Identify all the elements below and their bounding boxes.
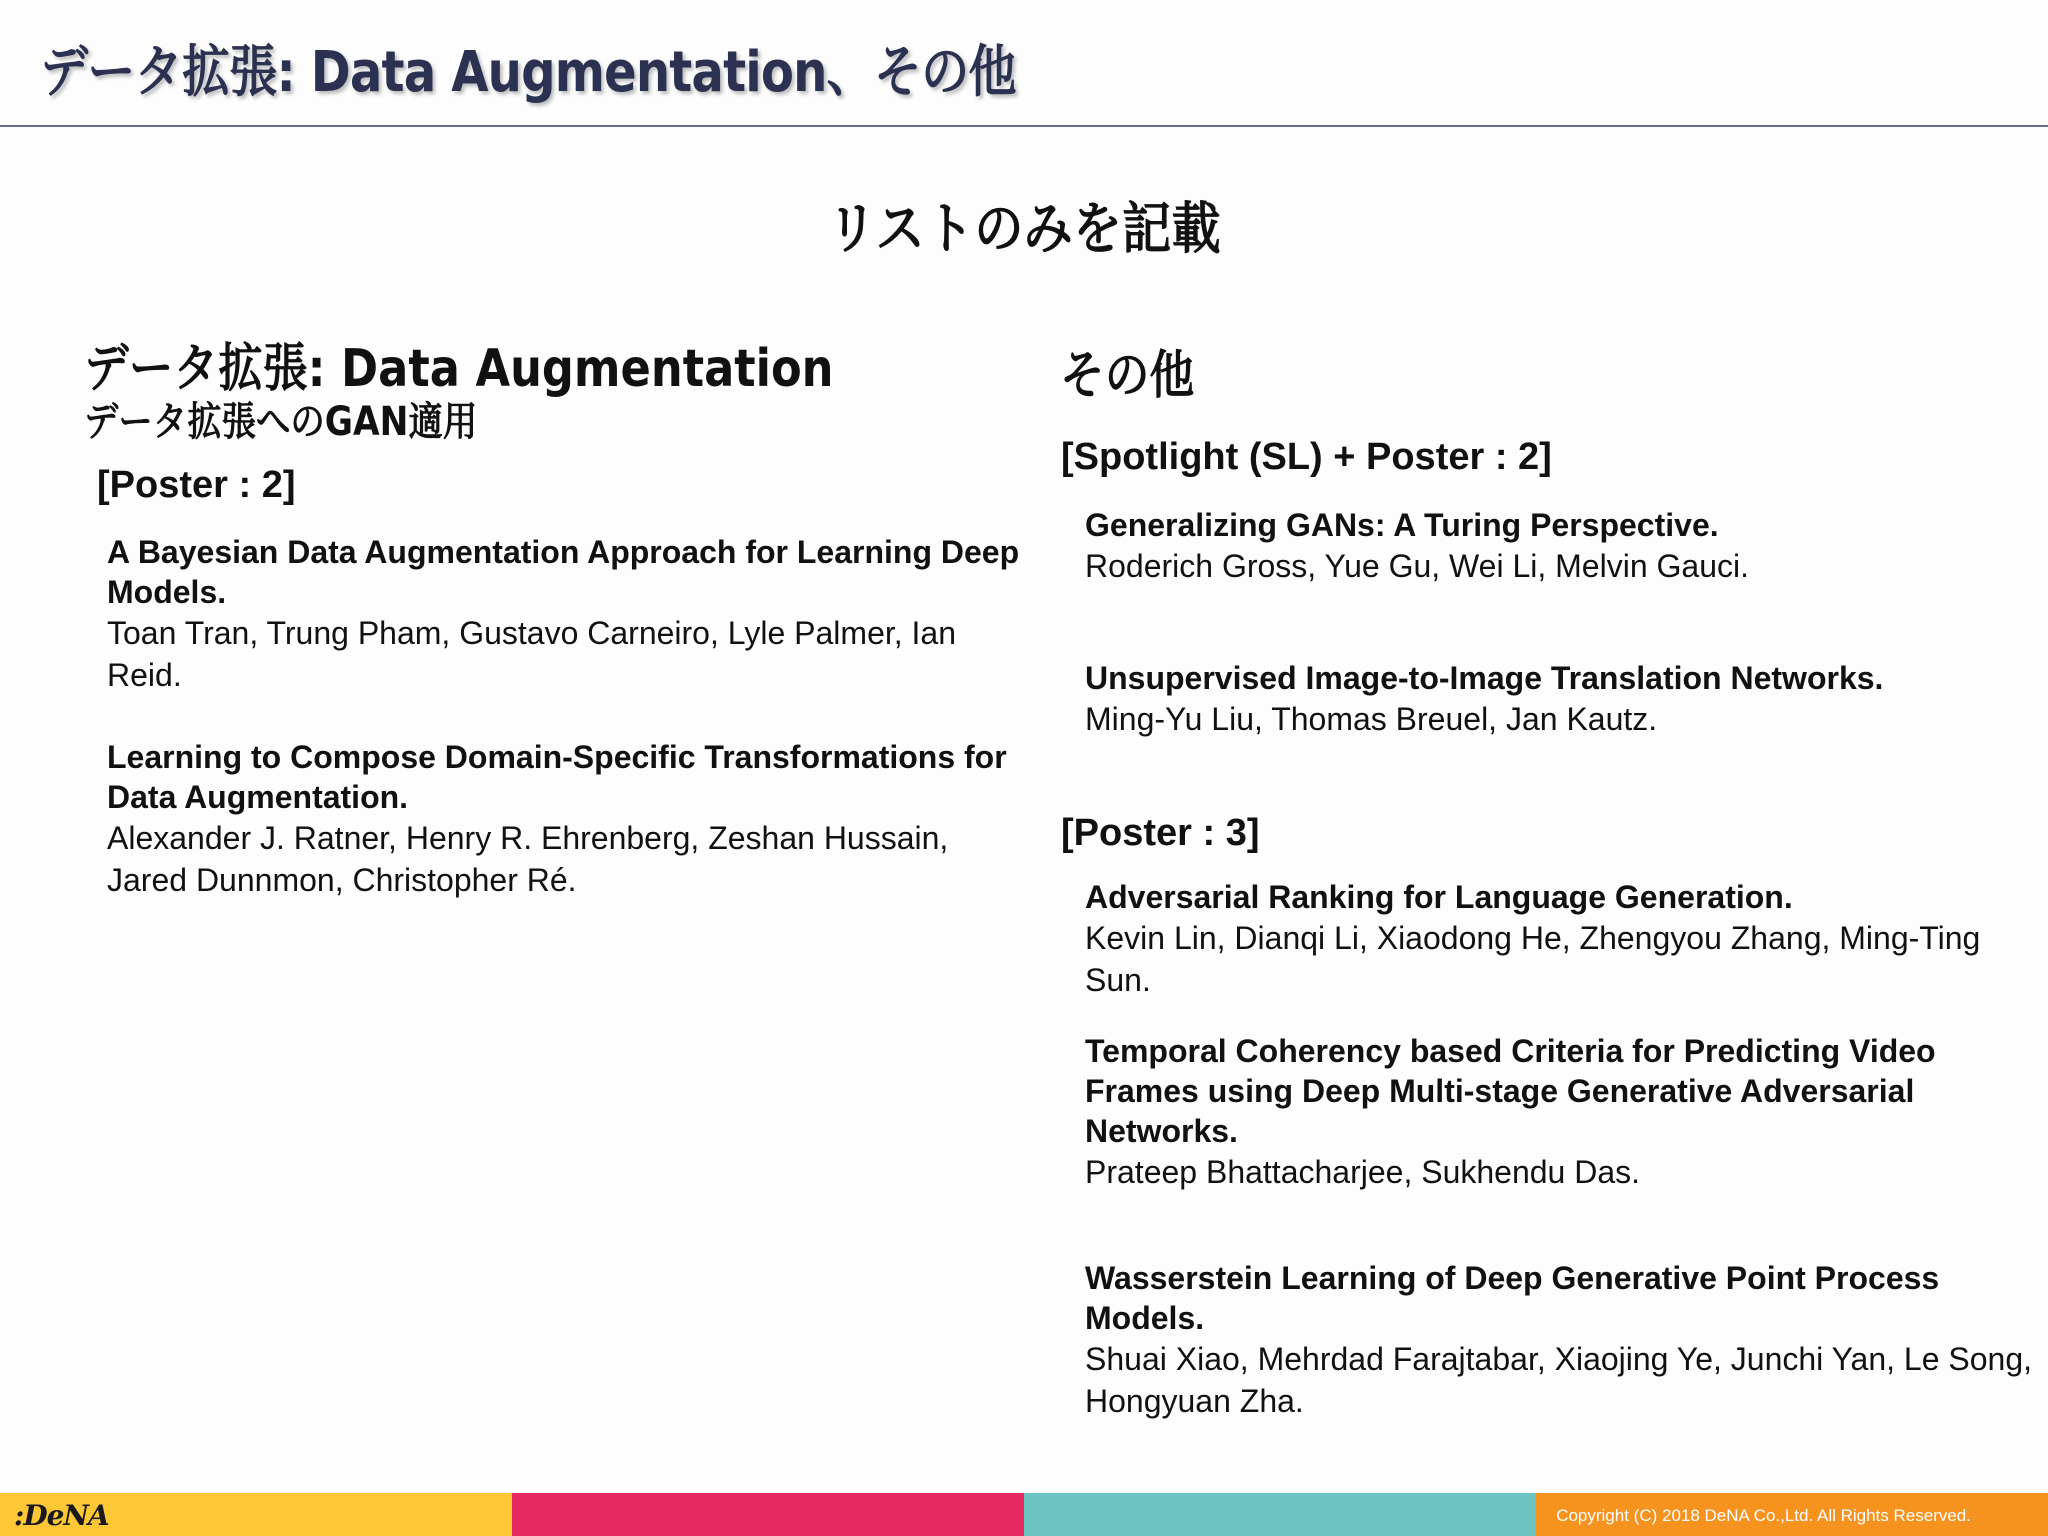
section-label-spotlight: [Spotlight (SL) + Poster : 2] bbox=[1061, 436, 1552, 478]
slide-header bbox=[0, 0, 2048, 127]
section-label-poster: [Poster : 3] bbox=[1061, 812, 1260, 854]
left-column-subheading: データ拡張へのGAN適用 bbox=[84, 399, 478, 445]
slide-title: データ拡張: Data Augmentation、その他 bbox=[40, 40, 1016, 105]
paper-title: Wasserstein Learning of Deep Generative Point Process Models. bbox=[1085, 1260, 1940, 1336]
slide-subtitle: リストのみを記載 bbox=[827, 197, 1221, 262]
paper-authors: Ming-Yu Liu, Thomas Breuel, Jan Kautz. bbox=[1085, 701, 1658, 737]
paper-entry bbox=[1085, 1031, 2045, 1193]
right-column-heading: その他 bbox=[1060, 346, 1195, 406]
paper-title: Unsupervised Image-to-Image Translation Networks. bbox=[1085, 660, 1884, 696]
paper-entry bbox=[1085, 505, 2045, 587]
paper-entry bbox=[107, 737, 1027, 901]
paper-authors: Toan Tran, Trung Pham, Gustavo Carneiro, Lyle Palmer, Ian Reid. bbox=[107, 615, 957, 693]
footer-bar bbox=[0, 1493, 2048, 1536]
paper-title: Generalizing GANs: A Turing Perspective. bbox=[1085, 507, 1719, 543]
paper-authors: Kevin Lin, Dianqi Li, Xiaodong He, Zhengyou Zhang, Ming-Ting Sun. bbox=[1085, 920, 1981, 998]
paper-title: A Bayesian Data Augmentation Approach for Learning Deep Models. bbox=[107, 534, 1020, 610]
paper-authors: Roderich Gross, Yue Gu, Wei Li, Melvin Gauci. bbox=[1085, 548, 1749, 584]
paper-entry bbox=[1085, 658, 2045, 740]
paper-authors: Prateep Bhattacharjee, Sukhendu Das. bbox=[1085, 1154, 1641, 1190]
paper-title: Learning to Compose Domain-Specific Transformations for Data Augmentation. bbox=[107, 739, 1007, 815]
paper-authors: Shuai Xiao, Mehrdad Farajtabar, Xiaojing Ye, Junchi Yan, Le Song, Hongyuan Zha. bbox=[1085, 1341, 2033, 1419]
footer-segment-pink bbox=[512, 1493, 1024, 1536]
left-column-heading: データ拡張: Data Augmentation bbox=[84, 339, 834, 399]
dena-logo: :DeNA bbox=[14, 1499, 109, 1532]
section-label-poster: [Poster : 2] bbox=[97, 464, 296, 506]
paper-entry bbox=[1085, 877, 2045, 1001]
paper-title: Temporal Coherency based Criteria for Predicting Video Frames using Deep Multi-stage Generative Adversarial Networks. bbox=[1085, 1033, 1936, 1149]
paper-title: Adversarial Ranking for Language Generation. bbox=[1085, 879, 1793, 915]
copyright-text: Copyright (C) 2018 DeNA Co.,Ltd. All Rights Reserved. bbox=[1556, 1506, 1971, 1525]
paper-entry bbox=[107, 532, 1027, 696]
footer-segment-teal bbox=[1024, 1493, 1536, 1536]
paper-authors: Alexander J. Ratner, Henry R. Ehrenberg, Zeshan Hussain, Jared Dunnmon, Christopher Ré. bbox=[107, 820, 949, 898]
paper-entry bbox=[1085, 1258, 2045, 1422]
